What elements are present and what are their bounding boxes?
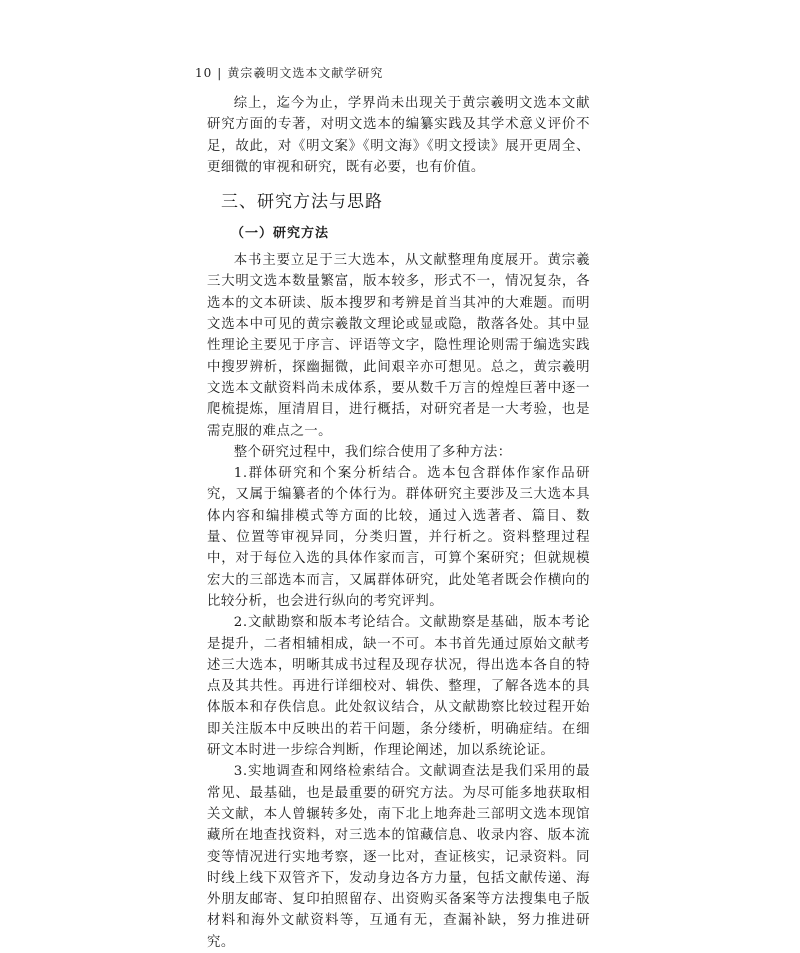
book-title: 黄宗羲明文选本文献学研究 [227,66,384,80]
paragraph-method-1: 1.群体研究和个案分析结合。选本包含群体作家作品研究，又属于编纂者的个体行为。群体研究主要涉及三大选本具体内容和编排模式等方面的比较，通过入选著者、篇目、数量、位置等审视异同，分类归置，并行析之。资料整理过程中，对于每位入选的具体作家而言，可算个案研究；但就规模宏大的三部选本而言，又属群体研究，此处笔者既会作横向的比较分析，也会进行纵向的考究评判。 [207,466,590,609]
section-heading: 三、研究方法与思路 [221,192,383,213]
page-number: 10 [195,66,213,80]
paragraph-method-2: 2.文献勘察和版本考论结合。文献勘察是基础，版本考论是提升，二者相辅相成，缺一不可。本书首先通过原始文献考述三大选本，明晰其成书过程及现存状况，得出选本各自的特点及其共性。再进行详细校对、辑佚、整理，了解各选本的具体版本和存佚信息。此处叙议结合，从文献勘察比较过程开始即关注版本中反映出的若干问题，条分缕析，明确症结。在细研文本时进一步综合判断，作理论阐述，加以系统论证。 [207,615,590,759]
header-separator: | [217,66,223,80]
running-header [195,64,383,81]
intro-paragraph: 综上，迄今为止，学界尚未出现关于黄宗羲明文选本文献研究方面的专著，对明文选本的编纂实践及其学术意义评价不足，故此，对《明文案》《明文海》《明文授读》展开更周全、更细微的审视和研究，既有必要，也有价值。 [207,96,590,175]
paragraph-method-3: 3.实地调查和网络检索结合。文献调查法是我们采用的最常见、最基础，也是最重要的研究方法。为尽可能多地获取相关文献，本人曾辗转多处，南下北上地奔赴三部明文选本现馆藏所在地查找资料，对三选本的馆藏信息、收录内容、版本流变等情况进行实地考察，逐一比对，查证核实，记录资料。同时线上线下双管齐下，发动身边各方力量，包括文献传递、海外朋友邮寄、复印拍照留存、出资购买备案等方法搜集电子版材料和海外文献资料等，互通有无，查漏补缺，努力推进研究。 [207,764,590,950]
subsection-heading: （一）研究方法 [231,226,330,242]
paragraph-methods-intro: 整个研究过程中，我们综合使用了多种方法： [233,444,512,460]
body-text [207,93,590,953]
paragraph-overview: 本书主要立足于三大选本，从文献整理角度展开。黄宗羲三大明文选本数量繁富，版本较多，形式不一，情况复杂，各选本的文本研读、版本搜罗和考辨是首当其冲的大难题。而明文选本中可见的黄宗羲散文理论或显或隐，散落各处。其中显性理论主要见于序言、评语等文字，隐性理论则需于编选实践中搜罗辨析，探幽掘微，此间艰辛亦可想见。总之，黄宗羲明文选本文献资料尚未成体系，要从数千万言的煌煌巨著中逐一爬梳提炼，厘清眉目，进行概括，对研究者是一大考验，也是需克服的难点之一。 [207,253,590,439]
